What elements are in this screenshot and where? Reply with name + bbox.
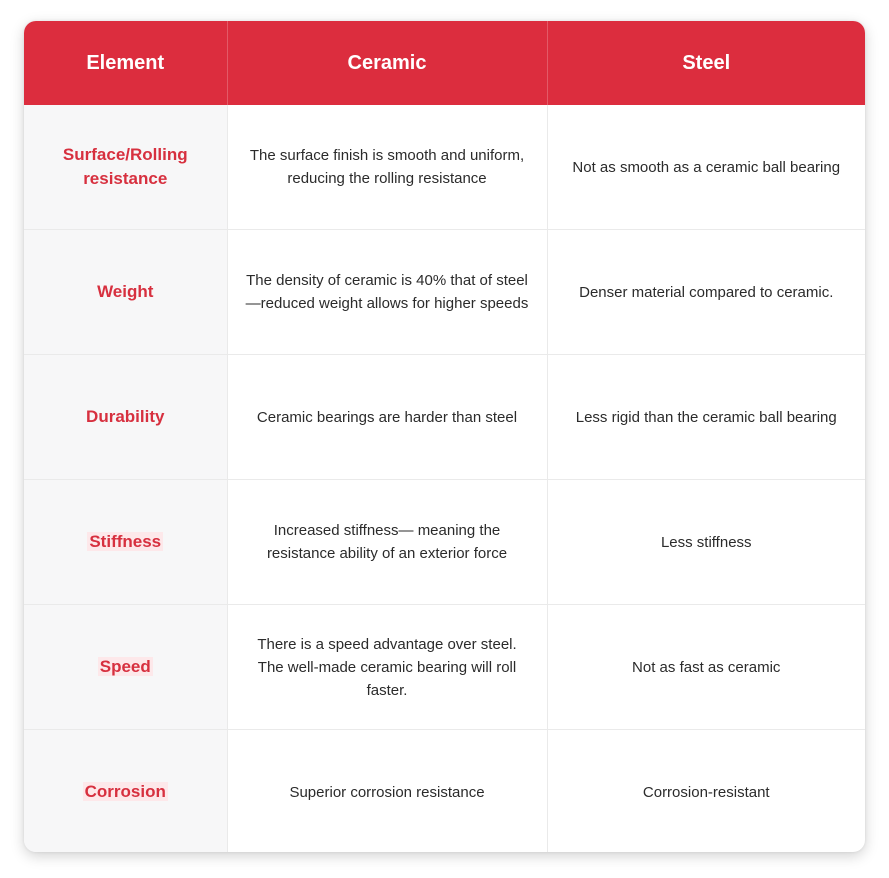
table-row [24,355,865,480]
header-ceramic: Ceramic [227,21,547,105]
row-element-durability: Durability [24,355,227,480]
row-steel-surface: Not as smooth as a ceramic ball bearing [547,105,865,230]
table-row [24,605,865,730]
comparison-table [24,21,865,852]
row-element-speed: Speed [99,657,151,676]
row-steel-durability: Less rigid than the ceramic ball bearing [547,355,865,480]
row-element-speed-cell [24,605,227,730]
table-row [24,105,865,230]
table-row [24,480,865,605]
row-element-corrosion-cell [24,730,227,853]
row-element-stiffness-cell [24,480,227,605]
row-ceramic-corrosion: Superior corrosion resistance [227,730,547,853]
header-steel: Steel [547,21,865,105]
row-steel-stiffness: Less stiffness [547,480,865,605]
row-ceramic-weight: The density of ceramic is 40% that of steel—reduced weight allows for higher speeds [227,230,547,355]
row-element-stiffness: Stiffness [89,532,162,551]
row-ceramic-durability: Ceramic bearings are harder than steel [227,355,547,480]
row-element-surface: Surface/Rolling resistance [24,105,227,230]
header-row [24,21,865,105]
comparison-table-card [24,21,865,852]
row-ceramic-stiffness: Increased stiffness— meaning the resistance ability of an exterior force [227,480,547,605]
row-steel-corrosion: Corrosion-resistant [547,730,865,853]
row-ceramic-surface: The surface finish is smooth and uniform, reducing the rolling resistance [227,105,547,230]
row-element-weight: Weight [24,230,227,355]
row-steel-speed: Not as fast as ceramic [547,605,865,730]
table-row [24,730,865,853]
header-element: Element [24,21,227,105]
row-element-corrosion: Corrosion [84,782,166,801]
table-row [24,230,865,355]
row-ceramic-speed: There is a speed advantage over steel. The well-made ceramic bearing will roll faster. [227,605,547,730]
row-steel-weight: Denser material compared to ceramic. [547,230,865,355]
